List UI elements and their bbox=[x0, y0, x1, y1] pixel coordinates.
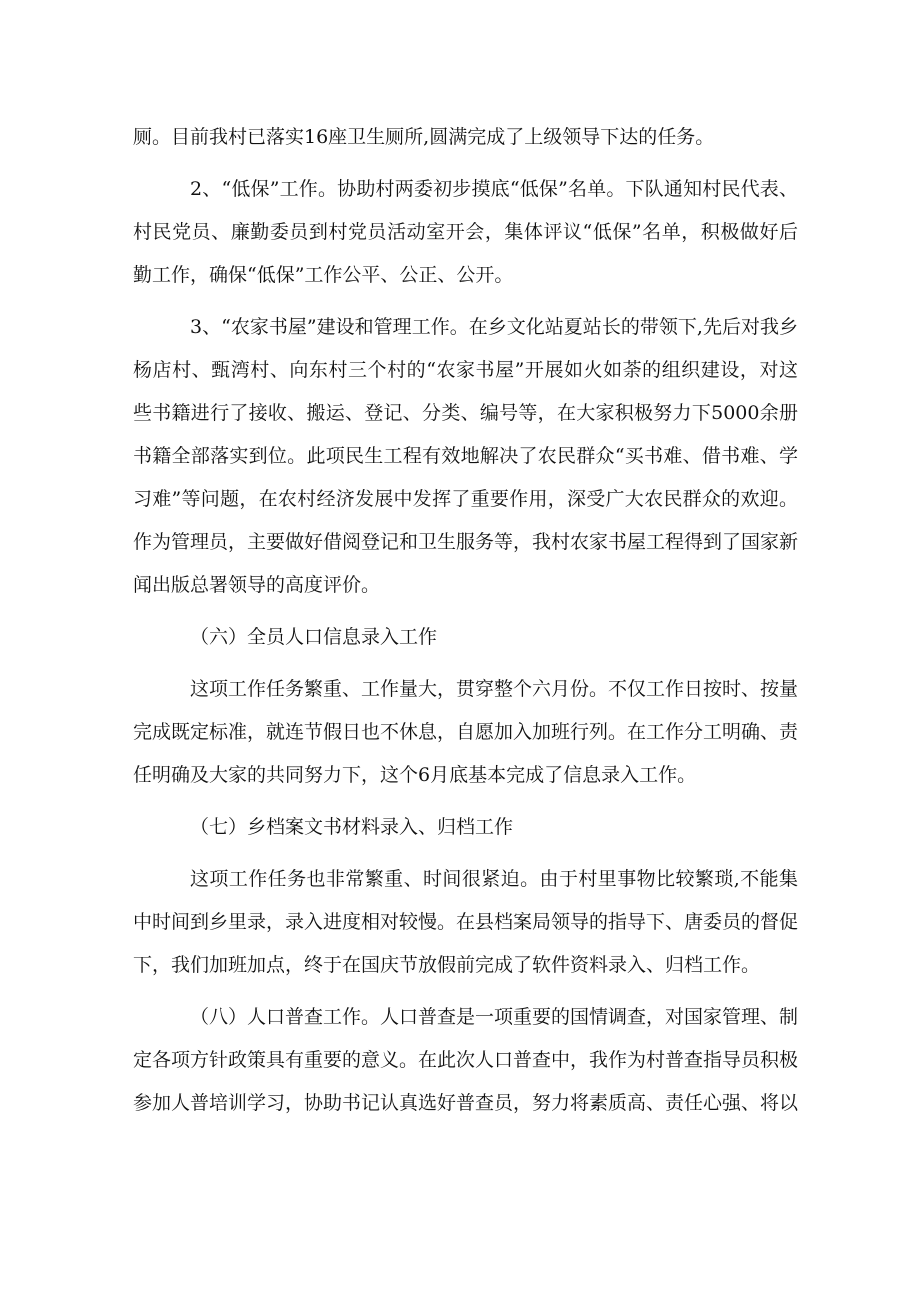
paragraph-population-info: 这项工作任务繁重、工作量大，贯穿整个六月份。不仅工作日按时、按量完成既定标准，就连节假日也不休息，自愿加入加班行列。在工作分工明确、责任明确及大家的共同努力下，这个6月底基本完成了信息录入工作。 bbox=[133, 678, 799, 786]
paragraph-farm-library-work: 3、“农家书屋”建设和管理工作。在乡文化站夏站长的带领下,先后对我乡杨店村、甄湾村、向东村三个村的“农家书屋”开展如火如荼的组织建设，对这些书籍进行了接收、搬运、登记、分类、编号等，在大家积极努力下5000余册书籍全部落实到位。此项民生工程有效地解决了农民群众“买书难、借书难、学习难”等问题，在农村经济发展中发挥了重要作用，深受广大农民群众的欢迎。作为管理员，主要做好借阅登记和卫生服务等，我村农家书屋工程得到了国家新闻出版总署领导的高度评价。 bbox=[133, 316, 799, 596]
paragraph-continuation: 厕。目前我村已落实16座卫生厕所,圆满完成了上级领导下达的任务。 bbox=[133, 126, 715, 148]
paragraph-census-work: （八）人口普查工作。人口普查是一项重要的国情调查，对国家管理、制定各项方针政策具有重要的意义。在此次人口普查中，我作为村普查指导员积极参加人普培训学习，协助书记认真选好普查员，努力将素质高、责任心强、将以 bbox=[133, 1006, 799, 1114]
section-heading-archive-entry: （七）乡档案文书材料录入、归档工作 bbox=[190, 816, 514, 838]
document-body bbox=[133, 116, 798, 1125]
paragraph-archive-entry: 这项工作任务也非常繁重、时间很紧迫。由于村里事物比较繁琐,不能集中时间到乡里录，录入进度相对较慢。在县档案局领导的指导下、唐委员的督促下，我们加班加点，终于在国庆节放假前完成了软件资料录入、归档工作。 bbox=[133, 868, 799, 976]
section-heading-population-info: （六）全员人口信息录入工作 bbox=[190, 626, 438, 648]
paragraph-low-income-work: 2、“低保”工作。协助村两委初步摸底“低保”名单。下队通知村民代表、村民党员、廉勤委员到村党员活动室开会，集体评议“低保”名单，积极做好后勤工作，确保“低保”工作公平、公正、公开。 bbox=[133, 178, 798, 286]
